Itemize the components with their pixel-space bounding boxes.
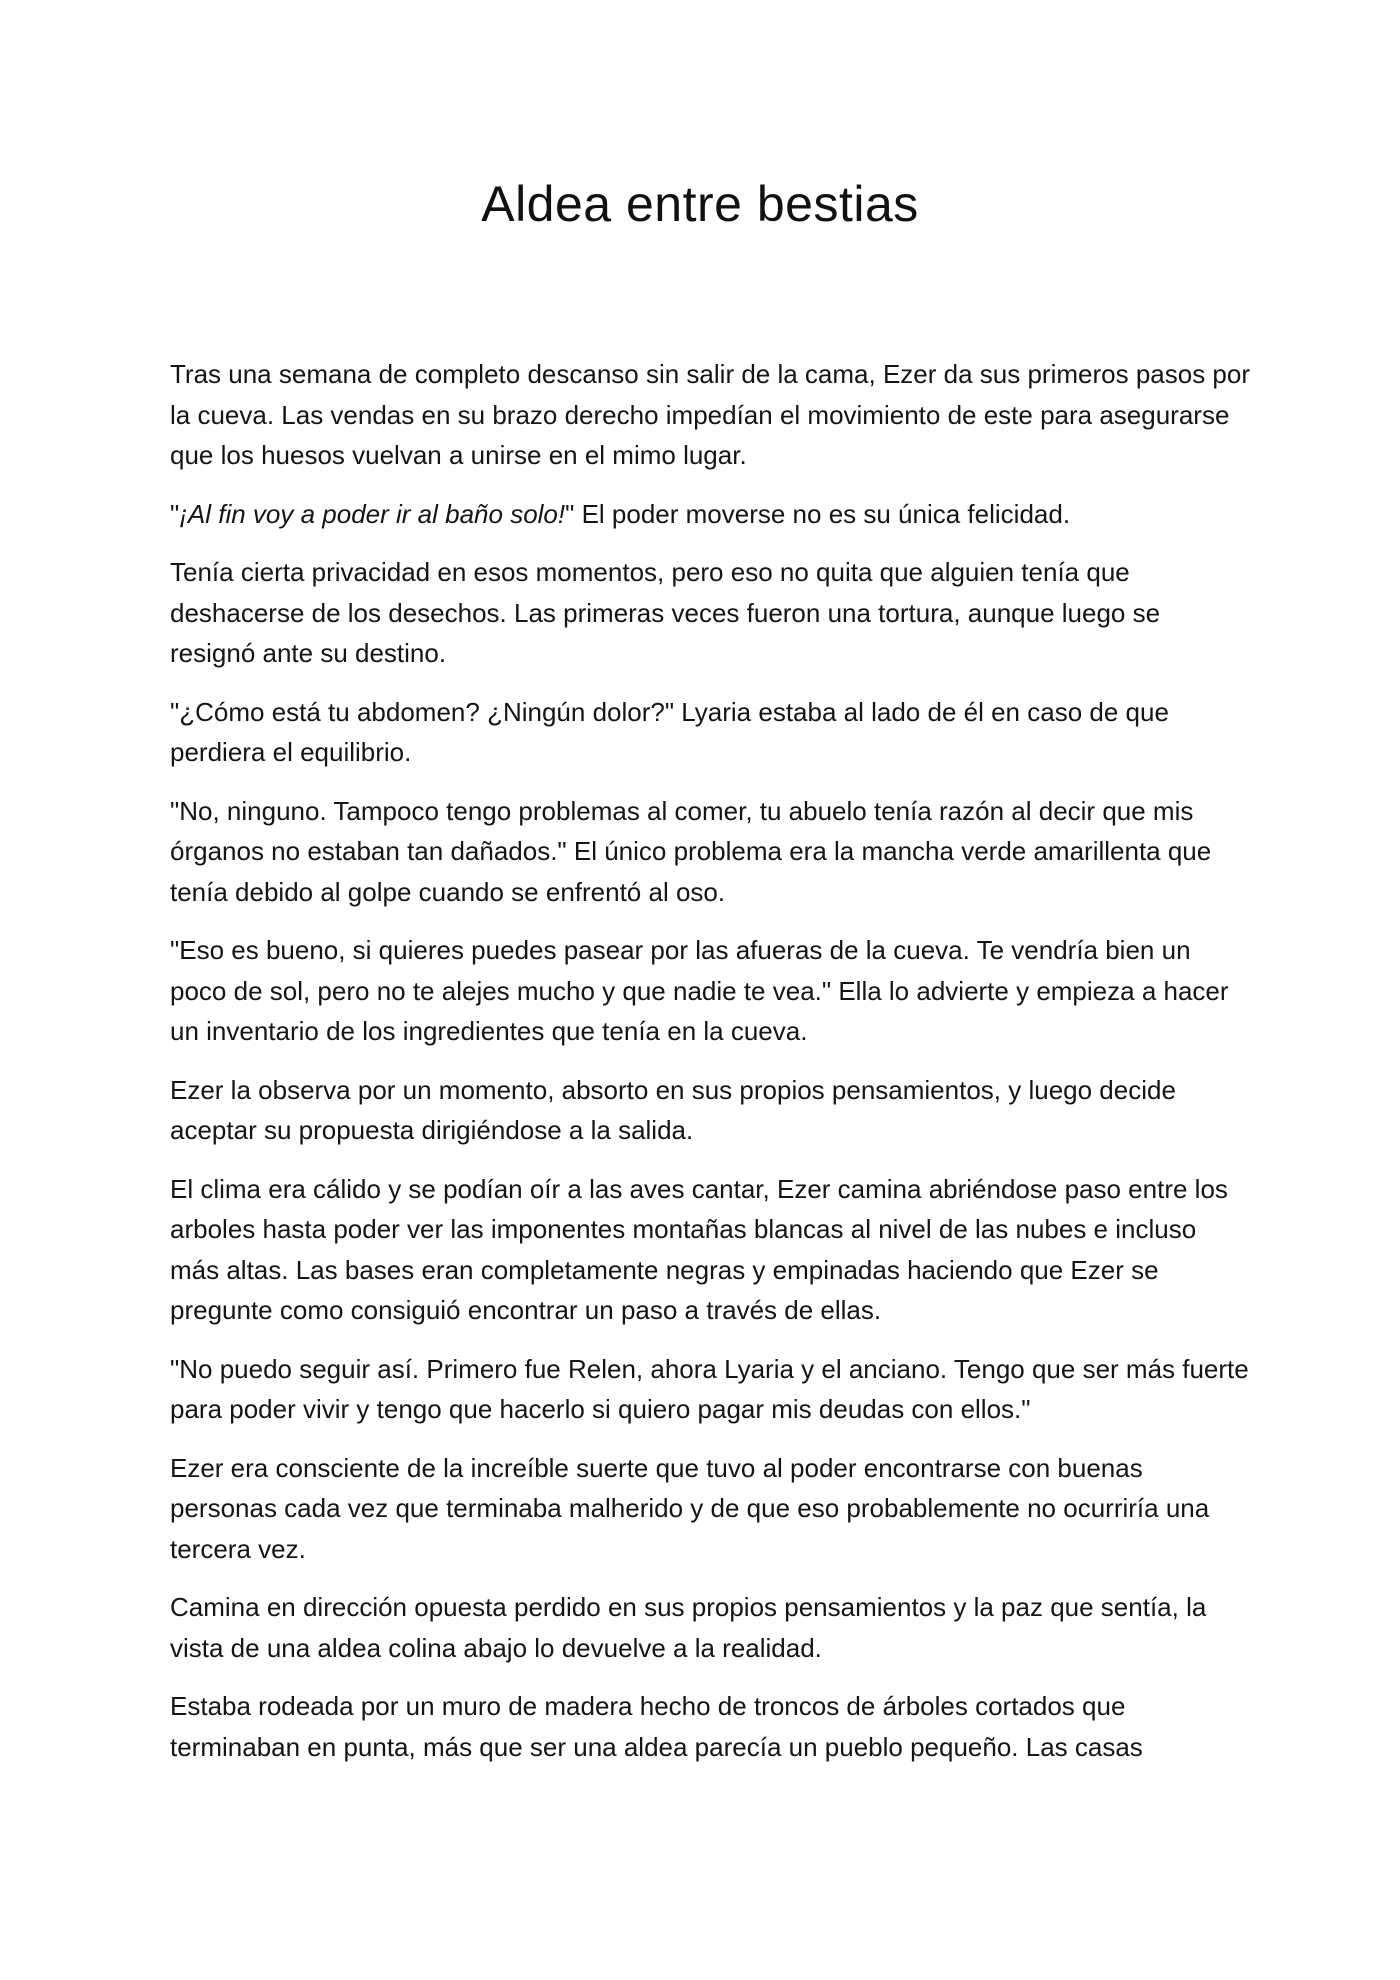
quote-mark: " xyxy=(170,498,180,529)
paragraph: Ezer era consciente de la increíble suerte que tuvo al poder encontrarse con buenas personas cada vez que terminaba malherido y de que eso probablemente no ocurriría una tercera vez. xyxy=(170,1452,1210,1564)
paragraph: "No puedo seguir así. Primero fue Relen, ahora Lyaria y el anciano. Tengo que ser más fuerte para poder vivir y tengo que hacerlo si quiero pagar mis deudas con ellos." xyxy=(170,1353,1249,1424)
paragraph: Tenía cierta privacidad en esos momentos, pero eso no quita que alguien tenía que deshacerse de los desechos. Las primeras veces fueron una tortura, aunque luego se resignó ante su destino. xyxy=(170,557,1161,668)
italic-thought: ¡Al fin voy a poder ir al baño solo! xyxy=(179,498,566,529)
paragraph: Estaba rodeada por un muro de madera hecho de troncos de árboles cortados que terminaban en punta, más que ser una aldea parecía un pueblo pequeño. Las casas xyxy=(170,1691,1143,1762)
paragraph: Ezer la observa por un momento, absorto en sus propios pensamientos, y luego decide aceptar su propuesta dirigiéndose a la salida. xyxy=(170,1074,1176,1145)
paragraph: "¿Cómo está tu abdomen? ¿Ningún dolor?" Lyaria estaba al lado de él en caso de que perdiera el equilibrio. xyxy=(170,696,1169,767)
paragraph: "No, ninguno. Tampoco tengo problemas al comer, tu abuelo tenía razón al decir que mis órganos no estaban tan dañados." El único problema era la mancha verde amarillenta que tenía debido al golpe cuando se enfrentó al oso. xyxy=(170,795,1212,907)
paragraph: El clima era cálido y se podían oír a las aves cantar, Ezer camina abriéndose paso entre los arboles hasta poder ver las imponentes montañas blancas al nivel de las nubes e incluso más altas. Las bases eran completamente negras y empinadas haciendo que Ezer se pregunte como consiguió encontrar un paso a través de ellas. xyxy=(170,1173,1228,1325)
paragraph: Tras una semana de completo descanso sin salir de la cama, Ezer da sus primeros pasos por la cueva. Las vendas en su brazo derecho impedían el movimiento de este para asegurarse que los huesos vuelvan a unirse en el mimo lugar. xyxy=(170,359,1251,470)
document-title: Aldea entre bestias xyxy=(481,176,919,232)
paragraph: Camina en dirección opuesta perdido en sus propios pensamientos y la paz que sentía, la vista de una aldea colina abajo lo devuelve a la realidad. xyxy=(170,1592,1207,1663)
paragraph: "Eso es bueno, si quieres puedes pasear por las afueras de la cueva. Te vendría bien un poco de sol, pero no te alejes mucho y que nadie te vea." Ella lo advierte y empieza a hacer un inventario de los ingredientes que tenía en la cueva. xyxy=(170,935,1229,1046)
document-body xyxy=(170,354,1250,1785)
paragraph xyxy=(170,494,1250,535)
paragraph-rest: " El poder moverse no es su única felicidad. xyxy=(565,498,1071,529)
